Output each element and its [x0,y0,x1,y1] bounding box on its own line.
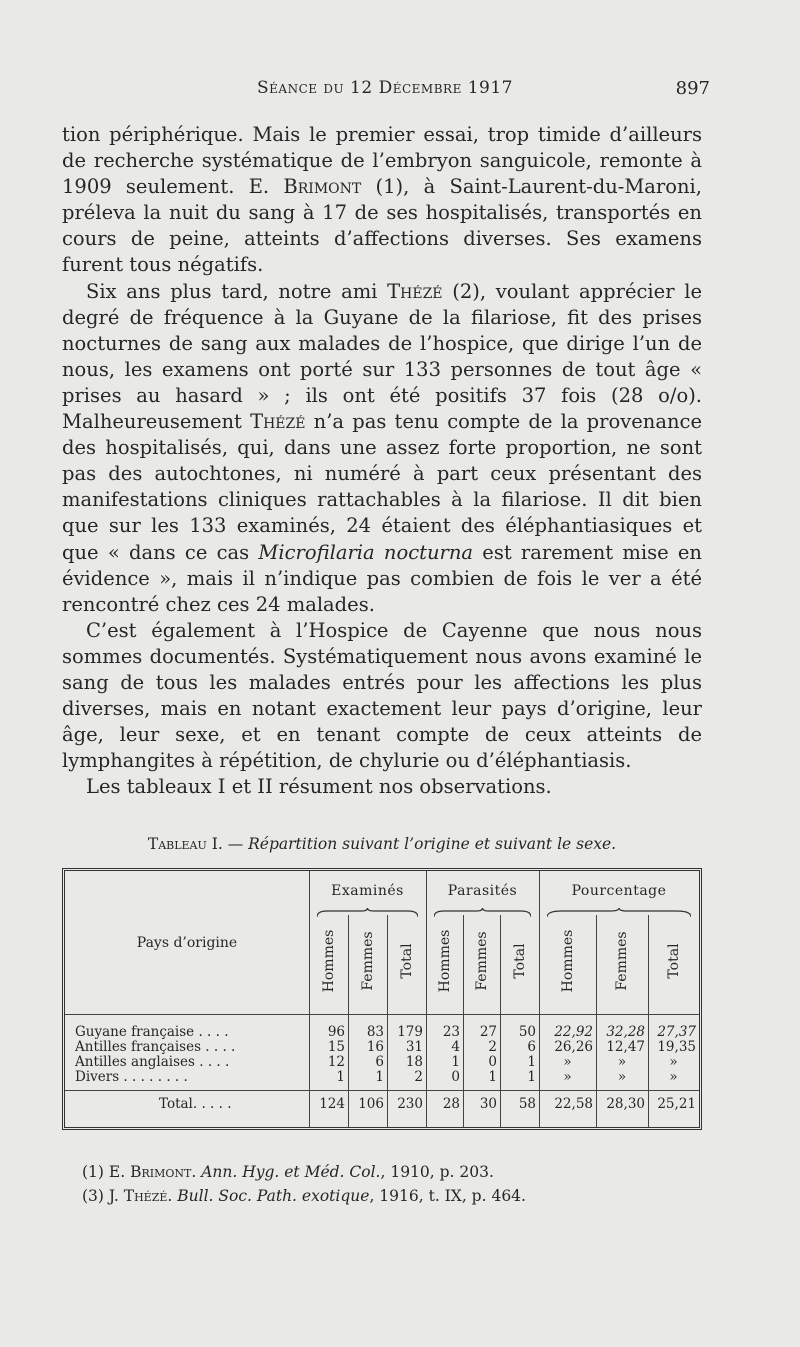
footnote-text: , 1910, p. 203. [380,1163,494,1181]
table-cell: 28 [442,1096,460,1112]
paragraph-text: Six ans plus tard, notre ami [86,279,388,303]
table-row [65,1039,699,1055]
table-cell: 2 [488,1039,497,1055]
table-cell: 32,28 [606,1024,645,1040]
table-cell: » [617,1069,627,1085]
footnote-author: Brimont [130,1163,192,1181]
footnote-text: , 1916, t. IX, p. 464. [369,1187,526,1205]
group-header: Parasités [447,883,518,899]
row-label: Guyane française . . . . [75,1024,229,1040]
running-header [60,78,710,108]
table-cell: 31 [405,1039,423,1055]
row-label: Total. . . . . [159,1096,232,1112]
table-cell: 106 [358,1096,384,1112]
table-cell: 28,30 [606,1096,645,1112]
table-cell: 2 [414,1069,423,1085]
table-cell: 4 [451,1039,460,1055]
table-cell: 22,92 [554,1024,593,1040]
table-cell: 83 [366,1024,384,1040]
paragraph-text: tion périphérique. Mais le premier essai, trop timide d’ailleurs de recherche systématique de l’embryon sanguicole, remonte à 1909 seulement. E. [62,123,702,199]
footnotes [82,1160,722,1208]
footnote [82,1184,722,1208]
subcolumn-header: Hommes [436,929,453,993]
footnote-text: (3) J. [82,1187,124,1205]
table-cell: 50 [518,1024,536,1040]
table-row [65,1069,699,1085]
table-cell: 27,37 [657,1024,696,1040]
group-brace [317,903,418,913]
table-cell: 0 [451,1069,460,1085]
row-label: Divers . . . . . . . . [75,1069,188,1085]
paragraph-author: Thézé [250,410,306,434]
pays-header: Pays d’origine [136,935,238,951]
table-cell: 6 [527,1039,536,1055]
subcolumn-header: Total [511,943,528,979]
row-label: Antilles françaises . . . . [75,1039,236,1055]
table-row [65,1054,699,1070]
total-rule [65,1090,699,1091]
paragraph [62,618,702,775]
group-header: Pourcentage [571,883,667,899]
column-divider [539,871,540,1127]
paragraph-text: Les tableaux I et II résument nos observations. [86,775,552,799]
group-header: Examinés [331,883,404,899]
table-cell: 12,47 [606,1039,645,1055]
table-caption [62,835,702,853]
subcolumn-header: Total [398,943,415,979]
footnote-italic: Bull. Soc. Path. exotique [177,1187,370,1205]
table-cell: 230 [397,1096,423,1112]
table-cell: 16 [366,1039,384,1055]
paragraph-author: Thézé [387,279,443,303]
body-text [62,122,702,800]
table-cell: 15 [327,1039,345,1055]
table-cell: » [563,1069,572,1085]
caption-dash: — [222,835,249,853]
paragraph-text: n’a pas tenu compte de la provenance des hospitalisés, qui, dans une assez forte proportion, ne sont pas des autochtones, ni numéré à part ceux présentant des manifestations cliniques rattachables à la filariose. Il dit bien que sur les 133 examinés, 24 étaient des éléphantiasiques et que « dans ce cas [62,410,702,564]
paragraph-text: (1), à Saint-Laurent-du-Maroni, préleva la nuit du sang à 17 de ses hospitalisés, transportés en cours de peine, atteints d’affections diverses. Ses examens furent tous négatifs. [62,175,702,277]
page-number: 897 [675,78,710,99]
table-cell: 0 [488,1054,497,1070]
caption-text: Répartition suivant l’origine et suivant le sexe. [248,835,617,853]
table-cell: » [563,1054,572,1070]
table-cell: 1 [451,1054,460,1070]
table-cell: » [617,1054,627,1070]
paragraph [62,774,702,800]
footnote-author: Thézé [123,1187,168,1205]
table-cell: 124 [319,1096,345,1112]
row-label: Antilles anglaises . . . . [75,1054,230,1070]
table-cell: 25,21 [657,1096,696,1112]
subcolumn-header: Femmes [614,931,630,991]
table-cell: 1 [527,1069,536,1085]
group-brace [434,903,531,913]
table-cell: 1 [527,1054,536,1070]
subcolumn-header: Femmes [359,931,376,991]
table-cell: 58 [518,1096,536,1112]
subcolumn-header: Total [665,943,682,979]
table-cell: 1 [375,1069,384,1085]
footnote-text: (1) E. [82,1163,131,1181]
column-divider [309,871,310,1127]
caption-label: Tableau I. [147,835,223,853]
footnote [82,1160,722,1184]
table-cell: 23 [442,1024,460,1040]
subcolumn-header: Hommes [559,929,576,993]
footnote-italic: Ann. Hyg. et Méd. Col. [201,1163,381,1181]
paragraph-author: Brimont [283,175,362,199]
table-cell: 26,26 [554,1039,593,1055]
table-cell: 1 [336,1069,345,1085]
header-rule [65,1014,699,1015]
table-cell: 96 [327,1024,345,1040]
table-cell: 22,58 [554,1096,593,1112]
table-row [65,1024,699,1040]
paragraph [62,122,702,279]
subcolumn-header: Hommes [320,929,337,993]
paragraph-text: C’est également à l’Hospice de Cayenne que nous nous sommes documentés. Systématiquement nous avons examiné le sang de tous les malades entrés pour les affections les plus diverses, mais en notant exactement leur pays d’origine, leur âge, leur sexe, et en tenant compte de ceux atteints de lymphangites à répétition, de chylurie ou d’éléphantiasis. [62,618,702,773]
table-cell: 30 [479,1096,497,1112]
paragraph [62,279,702,618]
paragraph-text: est rarement mise en évidence », mais il n’indique pas combien de fois le ver a été rencontré chez ces 24 malades. [62,540,702,616]
data-table [62,868,702,1130]
paragraph-text: (2), voulant apprécier le degré de fréquence à la Guyane de la filariose, fit des prises nocturnes de sang aux malades de l’hospice, que dirige l’un de nous, les examens ont porté sur 133 personnes de tout âge « prises au hasard » ; ils ont été positifs 37 fois (28 o/o). Malheureusement [62,279,703,434]
table-cell: 18 [405,1054,423,1070]
column-divider [426,871,427,1127]
table-cell: » [669,1069,678,1085]
table-cell: 19,35 [657,1039,696,1055]
table-cell: » [669,1054,678,1070]
header-title: Séance du 12 Décembre 1917 [257,78,513,98]
table-cell: 1 [488,1069,497,1085]
table-cell: 6 [375,1054,384,1070]
total-row [65,1096,699,1112]
table-cell: 179 [397,1024,423,1040]
footnote-text: . [167,1187,178,1205]
group-brace [547,903,691,913]
footnote-text: . [191,1163,202,1181]
table-cell: 12 [327,1054,345,1070]
paragraph-italic: Microfilaria nocturna [258,540,474,564]
subcolumn-header: Femmes [473,931,490,991]
table-cell: 27 [479,1024,497,1040]
